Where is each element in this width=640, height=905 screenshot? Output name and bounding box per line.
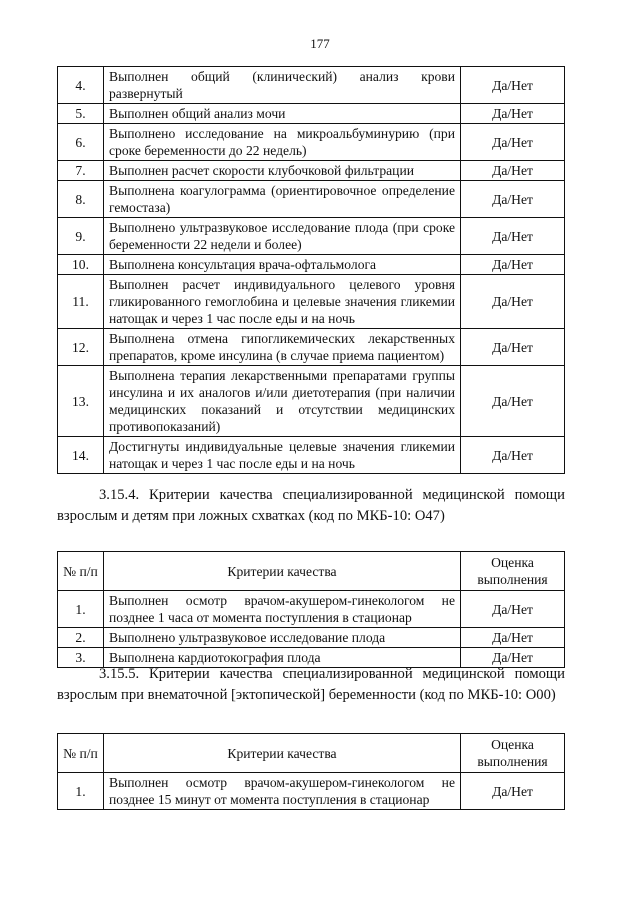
evaluation-value: Да/Нет bbox=[461, 591, 565, 628]
evaluation-value: Да/Нет bbox=[461, 67, 565, 104]
criterion-text: Выполнена терапия лекарственными препаратами группы инсулина и их аналогов и/или диетотерапия (при наличии медицинских показаний и отсутствии медицинских противопоказаний) bbox=[104, 366, 461, 437]
criteria-table-continued bbox=[57, 66, 565, 474]
page-number: 177 bbox=[310, 36, 330, 51]
row-number: 4. bbox=[58, 67, 104, 104]
column-header-evaluation: Оценка выполнения bbox=[461, 552, 565, 591]
table-row bbox=[58, 275, 565, 329]
criterion-text: Выполнена консультация врача-офтальмолога bbox=[104, 255, 461, 275]
row-number: 8. bbox=[58, 181, 104, 218]
table-row bbox=[58, 773, 565, 810]
evaluation-value: Да/Нет bbox=[461, 275, 565, 329]
column-header-criteria: Критерии качества bbox=[104, 734, 461, 773]
evaluation-value: Да/Нет bbox=[461, 104, 565, 124]
evaluation-value: Да/Нет bbox=[461, 161, 565, 181]
criterion-text: Выполнена отмена гипогликемических лекарственных препаратов, кроме инсулина (в случае приема пациентом) bbox=[104, 329, 461, 366]
criterion-text: Выполнен расчет индивидуального целевого уровня гликированного гемоглобина и целевые значения гликемии натощак и через 1 час после еды и на ночь bbox=[104, 275, 461, 329]
evaluation-value: Да/Нет bbox=[461, 255, 565, 275]
evaluation-value: Да/Нет bbox=[461, 181, 565, 218]
table-row bbox=[58, 329, 565, 366]
table-row bbox=[58, 124, 565, 161]
table-row bbox=[58, 366, 565, 437]
row-number: 9. bbox=[58, 218, 104, 255]
section-heading-ectopic-pregnancy: 3.15.5. Критерии качества специализированной медицинской помощи взрослым при внематочной [эктопической] беременности (код по МКБ-10: O00) bbox=[57, 666, 565, 703]
criterion-text: Выполнена кардиотокография плода bbox=[104, 648, 461, 668]
table-row bbox=[58, 591, 565, 628]
row-number: 6. bbox=[58, 124, 104, 161]
evaluation-value: Да/Нет bbox=[461, 329, 565, 366]
criterion-text: Выполнен расчет скорости клубочковой фильтрации bbox=[104, 161, 461, 181]
row-number: 12. bbox=[58, 329, 104, 366]
column-header-evaluation: Оценка выполнения bbox=[461, 734, 565, 773]
evaluation-value: Да/Нет bbox=[461, 437, 565, 474]
table-header-row bbox=[58, 734, 565, 773]
row-number: 2. bbox=[58, 628, 104, 648]
row-number: 14. bbox=[58, 437, 104, 474]
table-header-row bbox=[58, 552, 565, 591]
row-number: 11. bbox=[58, 275, 104, 329]
criterion-text: Выполнен общий (клинический) анализ крови развернутый bbox=[104, 67, 461, 104]
row-number: 3. bbox=[58, 648, 104, 668]
evaluation-value: Да/Нет bbox=[461, 628, 565, 648]
evaluation-value: Да/Нет bbox=[461, 648, 565, 668]
table-row bbox=[58, 437, 565, 474]
table-row bbox=[58, 628, 565, 648]
table-row bbox=[58, 67, 565, 104]
criterion-text: Выполнен общий анализ мочи bbox=[104, 104, 461, 124]
evaluation-value: Да/Нет bbox=[461, 773, 565, 810]
row-number: 1. bbox=[58, 591, 104, 628]
row-number: 13. bbox=[58, 366, 104, 437]
section-heading-false-labor: 3.15.4. Критерии качества специализированной медицинской помощи взрослым и детям при ложных схватках (код по МКБ-10: O47) bbox=[57, 487, 565, 524]
table-row bbox=[58, 181, 565, 218]
table-row bbox=[58, 161, 565, 181]
criterion-text: Выполнен осмотр врачом-акушером-гинекологом не позднее 1 часа от момента поступления в стационар bbox=[104, 591, 461, 628]
criterion-text: Выполнено исследование на микроальбуминурию (при сроке беременности до 22 недель) bbox=[104, 124, 461, 161]
criterion-text: Выполнено ультразвуковое исследование плода bbox=[104, 628, 461, 648]
row-number: 1. bbox=[58, 773, 104, 810]
evaluation-value: Да/Нет bbox=[461, 366, 565, 437]
column-header-number: № п/п bbox=[58, 552, 104, 591]
table-row bbox=[58, 255, 565, 275]
row-number: 7. bbox=[58, 161, 104, 181]
criteria-table-false-labor bbox=[57, 551, 565, 668]
column-header-criteria: Критерии качества bbox=[104, 552, 461, 591]
criteria-table-ectopic-pregnancy bbox=[57, 733, 565, 810]
criterion-text: Достигнуты индивидуальные целевые значения гликемии натощак и через 1 час после еды и на ночь bbox=[104, 437, 461, 474]
table-row bbox=[58, 218, 565, 255]
column-header-number: № п/п bbox=[58, 734, 104, 773]
criterion-text: Выполнено ультразвуковое исследование плода (при сроке беременности 22 недели и более) bbox=[104, 218, 461, 255]
criterion-text: Выполнен осмотр врачом-акушером-гинекологом не позднее 15 минут от момента поступления в стационар bbox=[104, 773, 461, 810]
row-number: 5. bbox=[58, 104, 104, 124]
evaluation-value: Да/Нет bbox=[461, 218, 565, 255]
table-row bbox=[58, 104, 565, 124]
evaluation-value: Да/Нет bbox=[461, 124, 565, 161]
row-number: 10. bbox=[58, 255, 104, 275]
criterion-text: Выполнена коагулограмма (ориентировочное определение гемостаза) bbox=[104, 181, 461, 218]
